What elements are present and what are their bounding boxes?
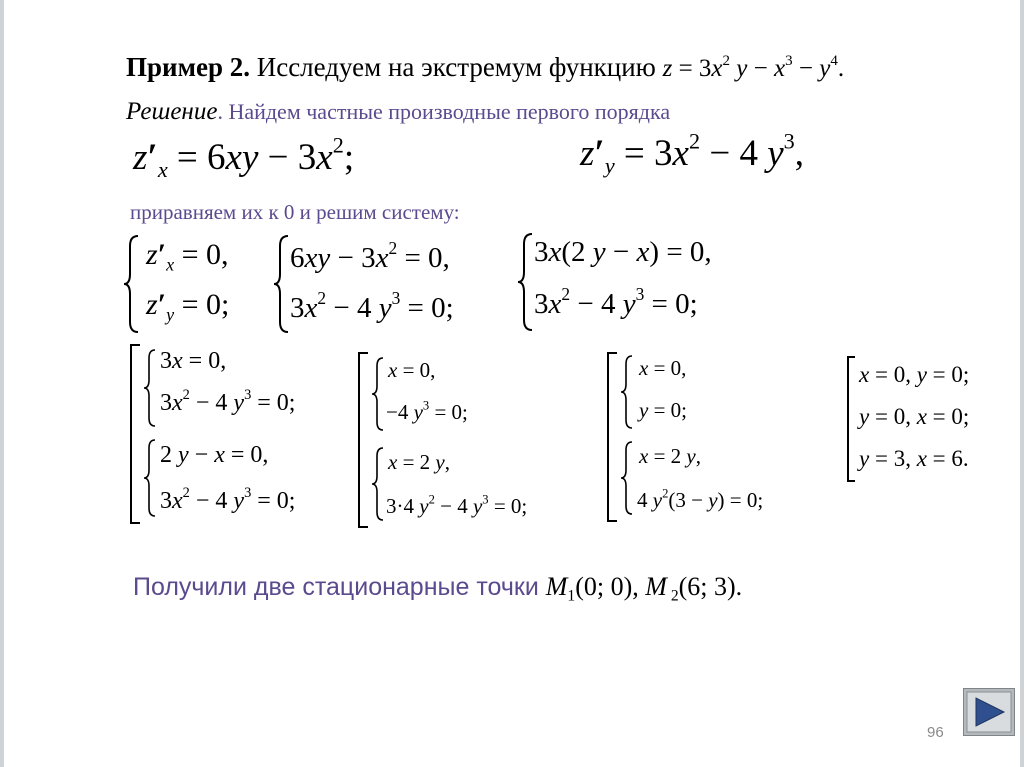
function-formula: $z = 3x^2$ $y - x^3 - y^4$.: [662, 52, 845, 82]
system-5: [356, 352, 586, 528]
system-5b-line-1: x = 2 y,: [388, 450, 450, 474]
system-3-line-2: $3x^2 - 4$ $y^3 = 0$;: [534, 283, 698, 320]
system-1-line-2: $z'_y = 0$;: [146, 288, 230, 325]
left-brace-icon: [516, 232, 536, 332]
left-brace-icon: [370, 446, 386, 522]
left-brace-icon: [370, 356, 386, 432]
system-4b-line-1: 2 y − x = 0,: [160, 442, 269, 468]
square-bracket-icon: [845, 356, 857, 482]
square-bracket-icon: [356, 352, 370, 528]
square-bracket-icon: [128, 344, 142, 524]
instruction-text: приравняем их к 0 и решим систему:: [130, 200, 460, 224]
system-7-solutions: [845, 356, 1005, 482]
left-brace-icon: [142, 348, 158, 428]
system-5a-line-1: x = 0,: [388, 358, 436, 382]
system-4b-line-2: $3x^2 - 4$ $y^3 = 0$;: [160, 485, 296, 514]
square-bracket-icon: [605, 352, 619, 522]
system-5a-line-2: −4 $y^3 = 0$;: [386, 398, 468, 424]
system-6b-line-2: 4 $y^2(3 - y) = 0$;: [637, 486, 764, 512]
solution-line-3: y = 3, x = 6.: [859, 446, 969, 471]
derivative-zy: $z'_y = 3x^2 - 4$ $y^3$,: [580, 128, 804, 178]
left-brace-icon: [122, 234, 142, 334]
example-heading: [126, 52, 844, 83]
next-slide-arrow-icon: [964, 689, 1014, 735]
example-label: Пример 2.: [126, 52, 250, 82]
solution-line: [126, 98, 670, 126]
system-5b-line-2: 3·4 $y^2 - 4$ $y^3 = 0$;: [386, 492, 528, 518]
system-6a-line-1: x = 0,: [639, 356, 687, 380]
page-number: 96: [927, 724, 944, 741]
system-4a-line-2: $3x^2 - 4$ $y^3 = 0$;: [160, 387, 296, 416]
system-4a-line-1: 3x = 0,: [160, 348, 227, 374]
system-1: [122, 234, 252, 334]
conclusion-line: [133, 572, 743, 605]
solution-label: Решение: [126, 98, 218, 125]
left-brace-icon: [272, 234, 292, 334]
left-brace-icon: [142, 438, 158, 518]
derivative-zx: $z'_x = 6xy - 3x^2$;: [133, 132, 355, 182]
left-brace-icon: [619, 354, 635, 430]
slide-frame-right: [1020, 0, 1024, 767]
solution-line-2: y = 0, x = 0;: [859, 404, 970, 429]
next-slide-button[interactable]: [963, 688, 1015, 736]
stationary-points: $M_1(0$; 0), M $_2$(6; 3).: [545, 572, 743, 605]
system-2-line-1: $6xy - 3x^2 = 0$,: [290, 237, 450, 274]
conclusion-text: Получили две стационарные точки: [133, 573, 546, 601]
left-brace-icon: [619, 440, 635, 516]
system-6a-line-2: y = 0;: [639, 398, 688, 422]
example-text: Исследуем на экстремум функцию: [249, 52, 663, 82]
system-2-line-2: $3x^2 - 4$ $y^3 = 0$;: [290, 287, 454, 324]
system-6: [605, 352, 815, 522]
system-3: [516, 232, 756, 332]
slide-frame-left: [0, 0, 4, 767]
system-6b-line-1: x = 2 y,: [639, 444, 701, 468]
solution-line-1: x = 0, y = 0;: [859, 362, 970, 387]
system-4: [128, 344, 348, 524]
system-1-line-1: $z'_x = 0$,: [146, 238, 229, 275]
system-2: [272, 234, 492, 334]
solution-text: . Найдем частные производные первого порядка: [217, 99, 671, 124]
system-3-line-1: 3x(2 y − x) = 0,: [534, 236, 712, 268]
